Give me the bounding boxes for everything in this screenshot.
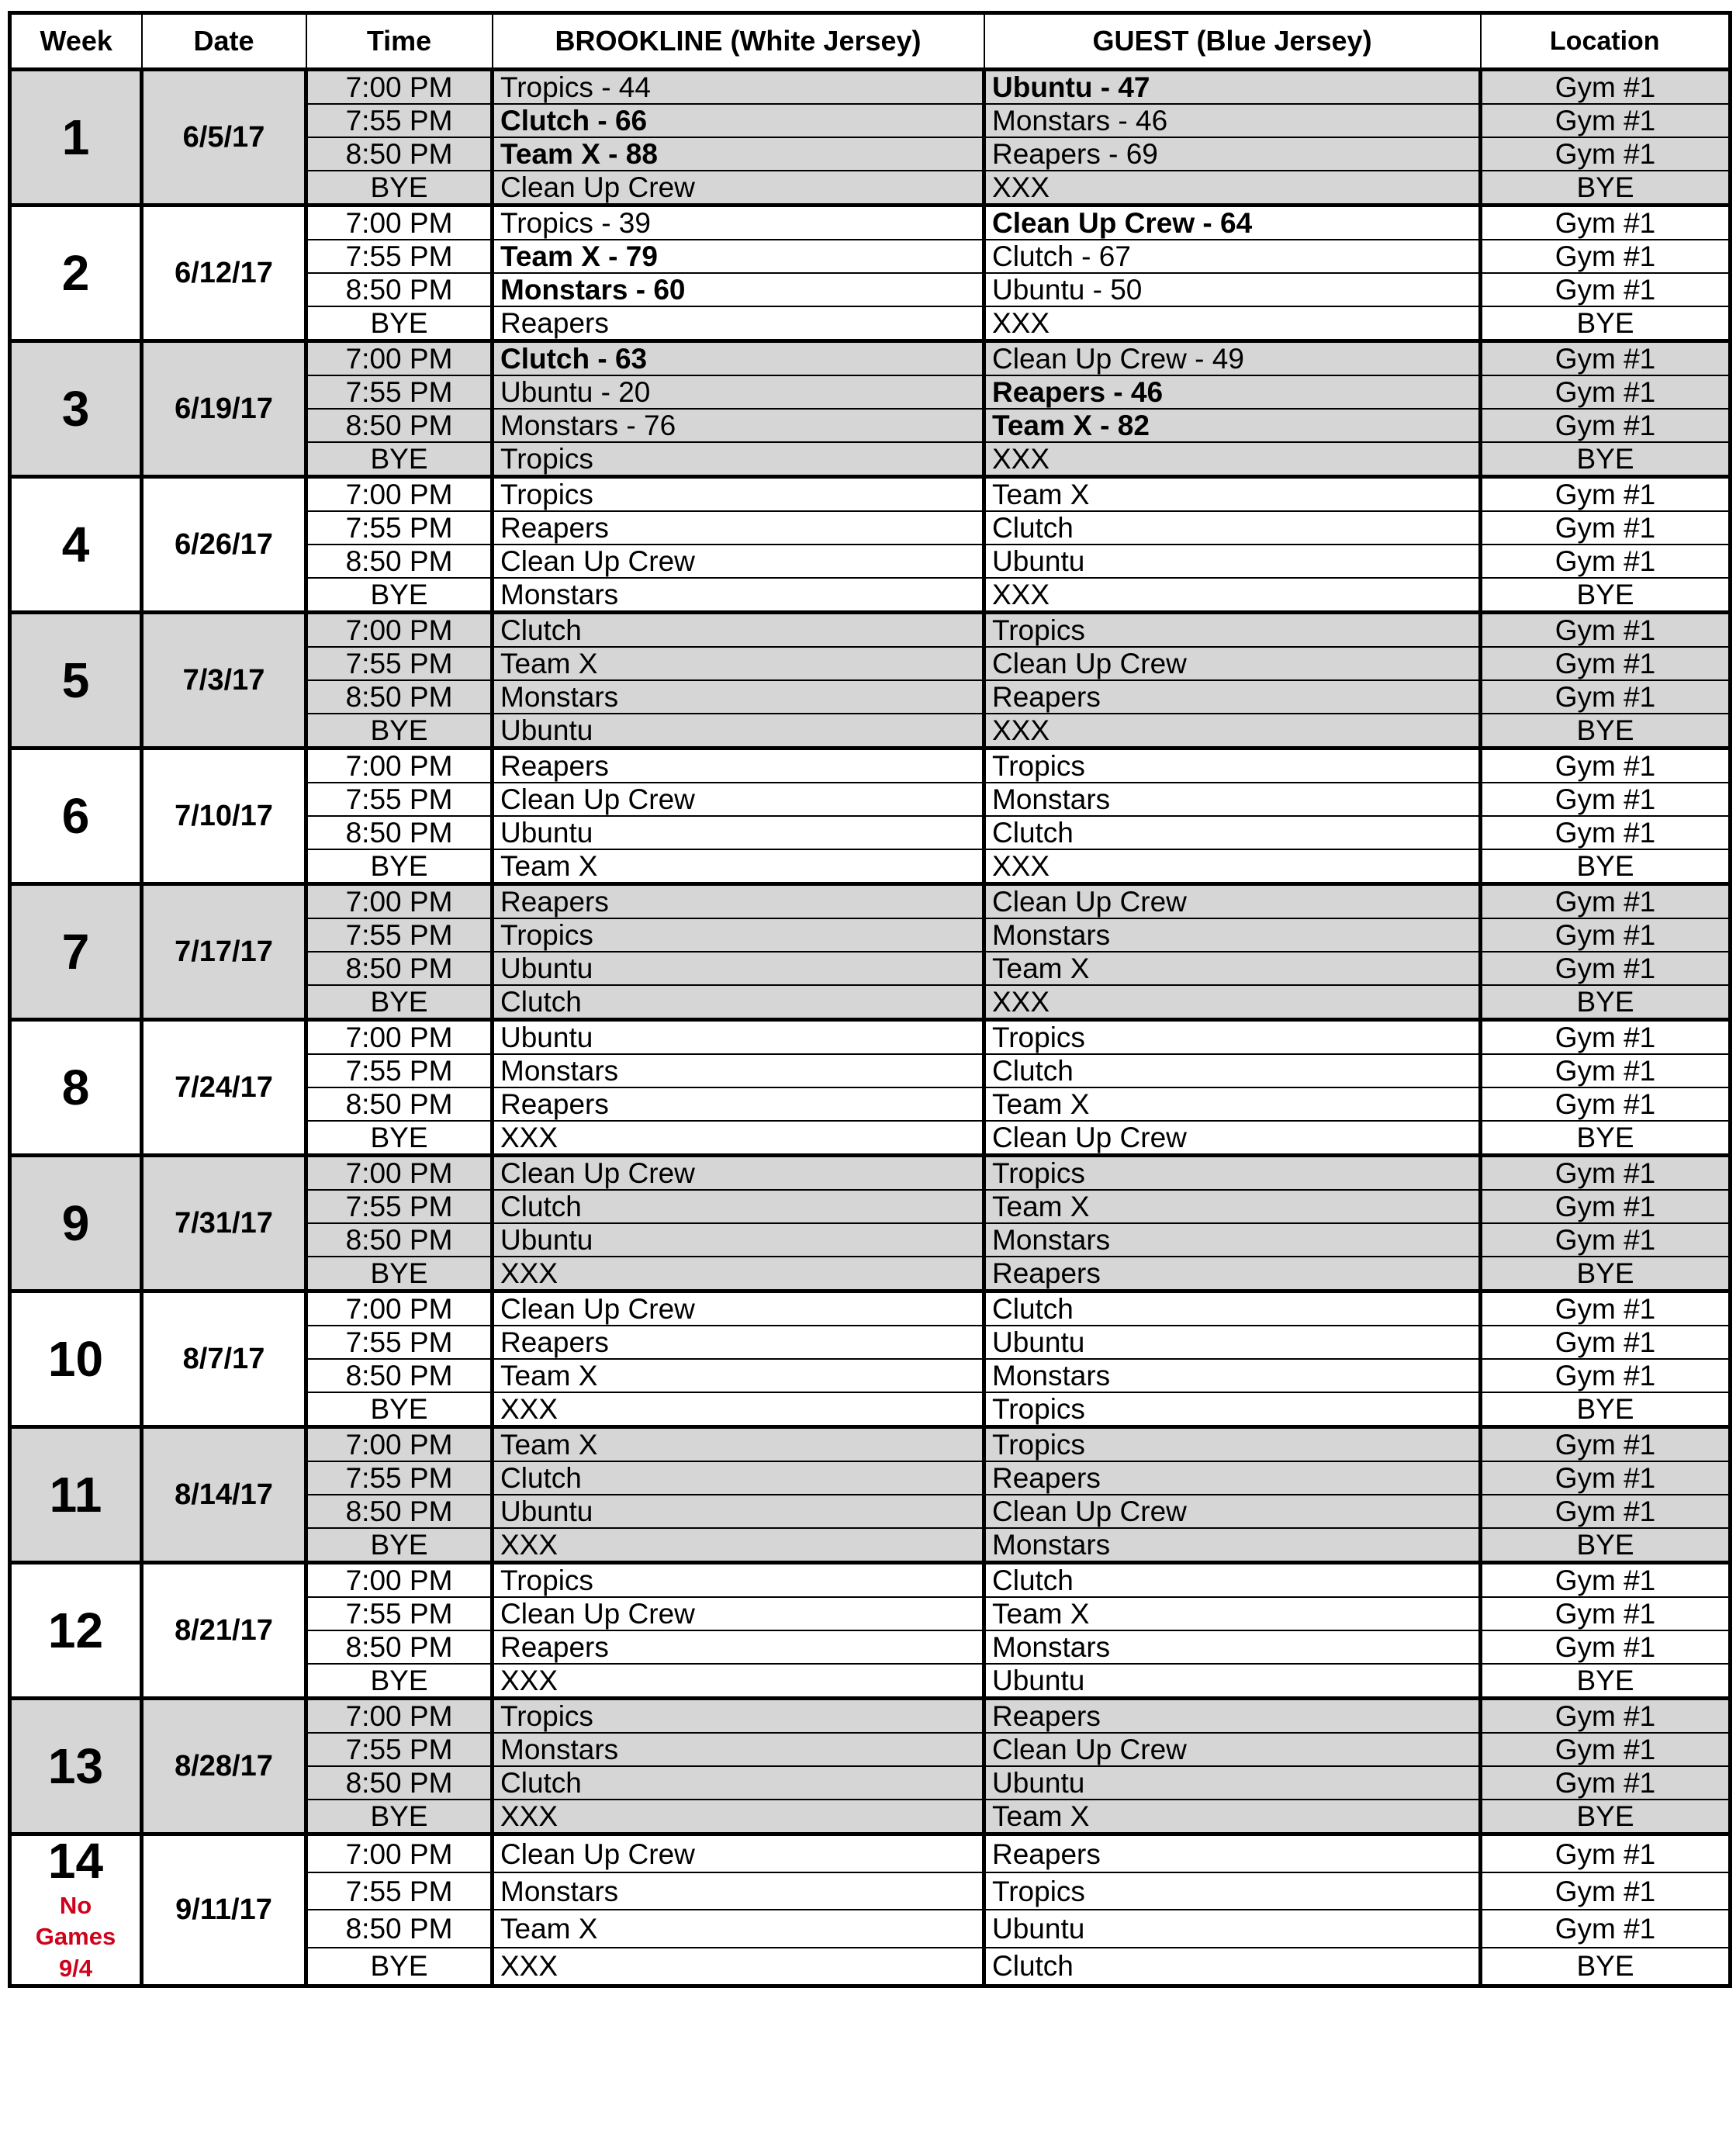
home-team: Ubuntu — [493, 952, 984, 985]
game-time: BYE — [306, 306, 493, 341]
guest-team: Ubuntu - 47 — [984, 70, 1481, 105]
game-location: BYE — [1481, 1664, 1731, 1699]
week-date: 7/31/17 — [142, 1156, 306, 1291]
game-location: BYE — [1481, 1121, 1731, 1156]
week-number-cell — [10, 70, 142, 206]
home-team: Team X - 79 — [493, 240, 984, 273]
week-number-cell — [10, 477, 142, 613]
game-location: BYE — [1481, 171, 1731, 206]
home-team: Clutch — [493, 613, 984, 648]
game-time: BYE — [306, 1664, 493, 1699]
guest-team: Reapers — [984, 1257, 1481, 1291]
week-note-line: No — [59, 1892, 92, 1919]
week-date: 7/10/17 — [142, 749, 306, 884]
game-location: Gym #1 — [1481, 952, 1731, 985]
game-location: BYE — [1481, 578, 1731, 613]
guest-team: Monstars - 46 — [984, 104, 1481, 137]
home-team: Tropics - 44 — [493, 70, 984, 105]
guest-team: XXX — [984, 714, 1481, 749]
game-location: Gym #1 — [1481, 409, 1731, 442]
game-location: Gym #1 — [1481, 1872, 1731, 1910]
home-team: XXX — [493, 1664, 984, 1699]
game-time: 8:50 PM — [306, 1223, 493, 1257]
game-location: Gym #1 — [1481, 511, 1731, 545]
game-location: BYE — [1481, 442, 1731, 477]
table-row — [10, 1020, 1731, 1055]
game-location: Gym #1 — [1481, 1156, 1731, 1191]
guest-team: Team X — [984, 1190, 1481, 1223]
game-time: BYE — [306, 1121, 493, 1156]
week-number: 1 — [61, 109, 90, 165]
week-number: 5 — [61, 652, 90, 708]
game-time: BYE — [306, 985, 493, 1020]
game-time: 7:00 PM — [306, 749, 493, 783]
game-location: Gym #1 — [1481, 680, 1731, 714]
home-team: Team X — [493, 647, 984, 680]
game-time: 8:50 PM — [306, 273, 493, 306]
game-time: 7:00 PM — [306, 341, 493, 376]
game-location: Gym #1 — [1481, 1563, 1731, 1598]
home-team: Team X — [493, 1359, 984, 1392]
week-date: 8/21/17 — [142, 1563, 306, 1699]
week-date: 6/5/17 — [142, 70, 306, 206]
game-location: Gym #1 — [1481, 1291, 1731, 1326]
home-team: Monstars — [493, 1733, 984, 1766]
guest-team: Clean Up Crew - 49 — [984, 341, 1481, 376]
guest-team: Ubuntu — [984, 1664, 1481, 1699]
guest-team: Monstars — [984, 918, 1481, 952]
guest-team: Team X — [984, 1800, 1481, 1834]
week-note — [12, 1890, 140, 1984]
game-location: Gym #1 — [1481, 137, 1731, 171]
guest-team: Tropics — [984, 1427, 1481, 1462]
game-location: Gym #1 — [1481, 884, 1731, 919]
week-number-cell — [10, 1291, 142, 1427]
week-number: 11 — [49, 1467, 102, 1523]
guest-team: Team X — [984, 952, 1481, 985]
guest-team: Clean Up Crew — [984, 1121, 1481, 1156]
header-date: Date — [142, 13, 306, 70]
home-team: Ubuntu — [493, 1223, 984, 1257]
guest-team: XXX — [984, 171, 1481, 206]
home-team: Monstars — [493, 1054, 984, 1087]
game-location: Gym #1 — [1481, 1326, 1731, 1359]
week-number-cell — [10, 206, 142, 341]
table-row — [10, 1699, 1731, 1734]
game-time: 7:00 PM — [306, 477, 493, 512]
home-team: Tropics - 39 — [493, 206, 984, 240]
guest-team: Clutch — [984, 511, 1481, 545]
home-team: Tropics — [493, 1699, 984, 1734]
header-home-team: BROOKLINE (White Jersey) — [493, 13, 984, 70]
home-team: Reapers — [493, 1630, 984, 1664]
game-location: Gym #1 — [1481, 1630, 1731, 1664]
game-location: Gym #1 — [1481, 647, 1731, 680]
home-team: Reapers — [493, 884, 984, 919]
week-number: 13 — [47, 1738, 104, 1794]
week-date: 6/19/17 — [142, 341, 306, 477]
game-time: 7:00 PM — [306, 70, 493, 105]
game-time: 7:55 PM — [306, 1597, 493, 1630]
game-time: 7:00 PM — [306, 613, 493, 648]
home-team: XXX — [493, 1800, 984, 1834]
game-time: 8:50 PM — [306, 137, 493, 171]
header-guest-team: GUEST (Blue Jersey) — [984, 13, 1481, 70]
game-location: Gym #1 — [1481, 613, 1731, 648]
home-team: Tropics — [493, 918, 984, 952]
home-team: Monstars — [493, 578, 984, 613]
header-row — [10, 13, 1731, 70]
week-number: 8 — [61, 1060, 90, 1115]
game-time: 7:00 PM — [306, 1699, 493, 1734]
game-time: 8:50 PM — [306, 1495, 493, 1528]
guest-team: Reapers — [984, 1834, 1481, 1873]
game-time: 8:50 PM — [306, 1766, 493, 1800]
week-date: 7/3/17 — [142, 613, 306, 749]
game-location: Gym #1 — [1481, 1733, 1731, 1766]
guest-team: Clean Up Crew — [984, 884, 1481, 919]
guest-team: Clutch — [984, 1291, 1481, 1326]
header-week: Week — [10, 13, 142, 70]
game-location: Gym #1 — [1481, 1495, 1731, 1528]
week-number: 2 — [61, 245, 90, 301]
game-location: Gym #1 — [1481, 1020, 1731, 1055]
home-team: Ubuntu — [493, 1020, 984, 1055]
game-time: 7:55 PM — [306, 1190, 493, 1223]
week-number-cell — [10, 613, 142, 749]
guest-team: Reapers - 69 — [984, 137, 1481, 171]
game-location: Gym #1 — [1481, 273, 1731, 306]
guest-team: Tropics — [984, 1020, 1481, 1055]
game-time: 7:55 PM — [306, 240, 493, 273]
guest-team: Reapers — [984, 1699, 1481, 1734]
guest-team: Ubuntu - 50 — [984, 273, 1481, 306]
game-location: Gym #1 — [1481, 749, 1731, 783]
guest-team: Monstars — [984, 1223, 1481, 1257]
home-team: Ubuntu - 20 — [493, 375, 984, 409]
week-number: 3 — [61, 381, 90, 437]
game-time: 7:55 PM — [306, 1872, 493, 1910]
home-team: Ubuntu — [493, 816, 984, 849]
table-row — [10, 1427, 1731, 1462]
game-location: Gym #1 — [1481, 1359, 1731, 1392]
game-location: Gym #1 — [1481, 477, 1731, 512]
week-date: 8/28/17 — [142, 1699, 306, 1834]
home-team: Monstars - 60 — [493, 273, 984, 306]
home-team: Team X — [493, 849, 984, 884]
week-number-cell — [10, 884, 142, 1020]
game-time: BYE — [306, 849, 493, 884]
home-team: XXX — [493, 1528, 984, 1563]
home-team: XXX — [493, 1948, 984, 1986]
guest-team: XXX — [984, 442, 1481, 477]
game-time: 7:55 PM — [306, 104, 493, 137]
game-location: Gym #1 — [1481, 341, 1731, 376]
guest-team: Clutch — [984, 1948, 1481, 1986]
header-time: Time — [306, 13, 493, 70]
game-location: Gym #1 — [1481, 1834, 1731, 1873]
game-time: 7:55 PM — [306, 918, 493, 952]
game-time: 8:50 PM — [306, 1359, 493, 1392]
home-team: Reapers — [493, 306, 984, 341]
game-time: 7:55 PM — [306, 783, 493, 816]
table-row — [10, 206, 1731, 240]
game-time: 8:50 PM — [306, 409, 493, 442]
game-time: 8:50 PM — [306, 952, 493, 985]
game-location: BYE — [1481, 714, 1731, 749]
guest-team: Team X — [984, 1597, 1481, 1630]
table-row — [10, 1563, 1731, 1598]
schedule-header — [10, 13, 1731, 70]
home-team: XXX — [493, 1257, 984, 1291]
guest-team: Clutch - 67 — [984, 240, 1481, 273]
guest-team: Ubuntu — [984, 545, 1481, 578]
week-number-cell — [10, 1699, 142, 1834]
week-date: 8/14/17 — [142, 1427, 306, 1563]
home-team: Clean Up Crew — [493, 783, 984, 816]
game-location: BYE — [1481, 1800, 1731, 1834]
game-time: BYE — [306, 1257, 493, 1291]
guest-team: Monstars — [984, 1528, 1481, 1563]
guest-team: Ubuntu — [984, 1910, 1481, 1947]
home-team: Clutch — [493, 1766, 984, 1800]
week-note-line: 9/4 — [58, 1954, 93, 1982]
game-time: BYE — [306, 1800, 493, 1834]
table-row — [10, 1291, 1731, 1326]
game-location: BYE — [1481, 1948, 1731, 1986]
week-number: 14 — [47, 1834, 104, 1889]
home-team: Reapers — [493, 749, 984, 783]
guest-team: Reapers - 46 — [984, 375, 1481, 409]
guest-team: XXX — [984, 306, 1481, 341]
guest-team: Clutch — [984, 1563, 1481, 1598]
guest-team: Team X - 82 — [984, 409, 1481, 442]
game-location: Gym #1 — [1481, 70, 1731, 105]
game-location: Gym #1 — [1481, 1766, 1731, 1800]
guest-team: Monstars — [984, 1630, 1481, 1664]
game-time: 8:50 PM — [306, 680, 493, 714]
game-time: BYE — [306, 714, 493, 749]
week-number: 10 — [47, 1331, 104, 1387]
game-time: 7:00 PM — [306, 1156, 493, 1191]
guest-team: Reapers — [984, 680, 1481, 714]
home-team: Clean Up Crew — [493, 545, 984, 578]
game-location: Gym #1 — [1481, 1597, 1731, 1630]
week-number: 7 — [61, 924, 90, 980]
table-row — [10, 884, 1731, 919]
schedule-table — [8, 11, 1732, 1988]
game-time: 7:55 PM — [306, 1461, 493, 1495]
game-time: 8:50 PM — [306, 1087, 493, 1121]
home-team: Ubuntu — [493, 714, 984, 749]
game-time: 7:55 PM — [306, 1326, 493, 1359]
game-location: Gym #1 — [1481, 375, 1731, 409]
game-location: BYE — [1481, 1528, 1731, 1563]
week-date: 6/26/17 — [142, 477, 306, 613]
week-number-cell — [10, 341, 142, 477]
home-team: Clean Up Crew — [493, 1597, 984, 1630]
game-time: 7:00 PM — [306, 1020, 493, 1055]
game-location: Gym #1 — [1481, 1190, 1731, 1223]
home-team: Monstars — [493, 1872, 984, 1910]
guest-team: Clutch — [984, 816, 1481, 849]
table-row — [10, 749, 1731, 783]
game-location: Gym #1 — [1481, 1427, 1731, 1462]
game-location: BYE — [1481, 1392, 1731, 1427]
game-time: BYE — [306, 442, 493, 477]
week-date: 9/11/17 — [142, 1834, 306, 1986]
week-date: 6/12/17 — [142, 206, 306, 341]
game-time: 7:00 PM — [306, 1834, 493, 1873]
week-date: 8/7/17 — [142, 1291, 306, 1427]
home-team: Reapers — [493, 1326, 984, 1359]
game-time: 7:00 PM — [306, 1563, 493, 1598]
week-number: 12 — [47, 1603, 104, 1658]
game-location: Gym #1 — [1481, 1087, 1731, 1121]
game-location: Gym #1 — [1481, 1054, 1731, 1087]
week-date: 7/24/17 — [142, 1020, 306, 1156]
guest-team: XXX — [984, 985, 1481, 1020]
table-row — [10, 477, 1731, 512]
week-note-line: Games — [35, 1923, 116, 1951]
game-time: 7:00 PM — [306, 206, 493, 240]
guest-team: Team X — [984, 1087, 1481, 1121]
guest-team: Ubuntu — [984, 1326, 1481, 1359]
home-team: Reapers — [493, 511, 984, 545]
home-team: XXX — [493, 1121, 984, 1156]
home-team: XXX — [493, 1392, 984, 1427]
week-number-cell — [10, 1427, 142, 1563]
game-time: 7:00 PM — [306, 1427, 493, 1462]
guest-team: Ubuntu — [984, 1766, 1481, 1800]
home-team: Clean Up Crew — [493, 1834, 984, 1873]
game-time: 7:00 PM — [306, 1291, 493, 1326]
week-number-cell — [10, 1156, 142, 1291]
home-team: Clean Up Crew — [493, 171, 984, 206]
game-location: BYE — [1481, 306, 1731, 341]
guest-team: Tropics — [984, 613, 1481, 648]
guest-team: Tropics — [984, 1156, 1481, 1191]
guest-team: Reapers — [984, 1461, 1481, 1495]
week-number: 9 — [61, 1195, 90, 1251]
guest-team: Tropics — [984, 1392, 1481, 1427]
guest-team: Clean Up Crew - 64 — [984, 206, 1481, 240]
guest-team: Team X — [984, 477, 1481, 512]
guest-team: Clean Up Crew — [984, 1733, 1481, 1766]
game-time: BYE — [306, 578, 493, 613]
game-time: BYE — [306, 1528, 493, 1563]
home-team: Team X — [493, 1427, 984, 1462]
week-number: 4 — [61, 517, 90, 572]
game-location: Gym #1 — [1481, 206, 1731, 240]
home-team: Clutch — [493, 1190, 984, 1223]
guest-team: Tropics — [984, 1872, 1481, 1910]
table-row — [10, 1156, 1731, 1191]
home-team: Clutch — [493, 985, 984, 1020]
week-number: 6 — [61, 788, 90, 844]
game-time: 7:55 PM — [306, 1054, 493, 1087]
home-team: Clutch - 63 — [493, 341, 984, 376]
game-time: 8:50 PM — [306, 1910, 493, 1947]
home-team: Clutch - 66 — [493, 104, 984, 137]
header-location: Location — [1481, 13, 1731, 70]
game-location: Gym #1 — [1481, 1699, 1731, 1734]
home-team: Team X — [493, 1910, 984, 1947]
game-location: Gym #1 — [1481, 545, 1731, 578]
guest-team: XXX — [984, 849, 1481, 884]
game-location: Gym #1 — [1481, 918, 1731, 952]
week-number-cell — [10, 1020, 142, 1156]
home-team: Tropics — [493, 1563, 984, 1598]
game-location: BYE — [1481, 1257, 1731, 1291]
guest-team: Tropics — [984, 749, 1481, 783]
game-time: 8:50 PM — [306, 545, 493, 578]
table-row — [10, 1834, 1731, 1873]
home-team: Monstars — [493, 680, 984, 714]
home-team: Reapers — [493, 1087, 984, 1121]
game-time: 7:55 PM — [306, 647, 493, 680]
week-number-cell — [10, 749, 142, 884]
home-team: Clutch — [493, 1461, 984, 1495]
game-time: BYE — [306, 171, 493, 206]
home-team: Monstars - 76 — [493, 409, 984, 442]
game-time: 8:50 PM — [306, 1630, 493, 1664]
game-time: BYE — [306, 1948, 493, 1986]
home-team: Tropics — [493, 477, 984, 512]
schedule-body — [10, 70, 1731, 1986]
game-location: Gym #1 — [1481, 783, 1731, 816]
guest-team: Clutch — [984, 1054, 1481, 1087]
week-number-cell — [10, 1834, 142, 1986]
week-number-cell — [10, 1563, 142, 1699]
week-date: 7/17/17 — [142, 884, 306, 1020]
game-time: 7:55 PM — [306, 1733, 493, 1766]
game-time: 7:00 PM — [306, 884, 493, 919]
game-location: BYE — [1481, 849, 1731, 884]
game-location: Gym #1 — [1481, 816, 1731, 849]
game-time: 8:50 PM — [306, 816, 493, 849]
table-row — [10, 70, 1731, 105]
game-location: Gym #1 — [1481, 1910, 1731, 1947]
guest-team: XXX — [984, 578, 1481, 613]
game-time: 7:55 PM — [306, 375, 493, 409]
home-team: Tropics — [493, 442, 984, 477]
home-team: Ubuntu — [493, 1495, 984, 1528]
home-team: Clean Up Crew — [493, 1291, 984, 1326]
guest-team: Monstars — [984, 1359, 1481, 1392]
game-time: 7:55 PM — [306, 511, 493, 545]
game-time: BYE — [306, 1392, 493, 1427]
guest-team: Clean Up Crew — [984, 647, 1481, 680]
game-location: Gym #1 — [1481, 240, 1731, 273]
home-team: Clean Up Crew — [493, 1156, 984, 1191]
game-location: Gym #1 — [1481, 104, 1731, 137]
home-team: Team X - 88 — [493, 137, 984, 171]
guest-team: Monstars — [984, 783, 1481, 816]
guest-team: Clean Up Crew — [984, 1495, 1481, 1528]
game-location: BYE — [1481, 985, 1731, 1020]
table-row — [10, 341, 1731, 376]
table-row — [10, 613, 1731, 648]
game-location: Gym #1 — [1481, 1223, 1731, 1257]
game-location: Gym #1 — [1481, 1461, 1731, 1495]
